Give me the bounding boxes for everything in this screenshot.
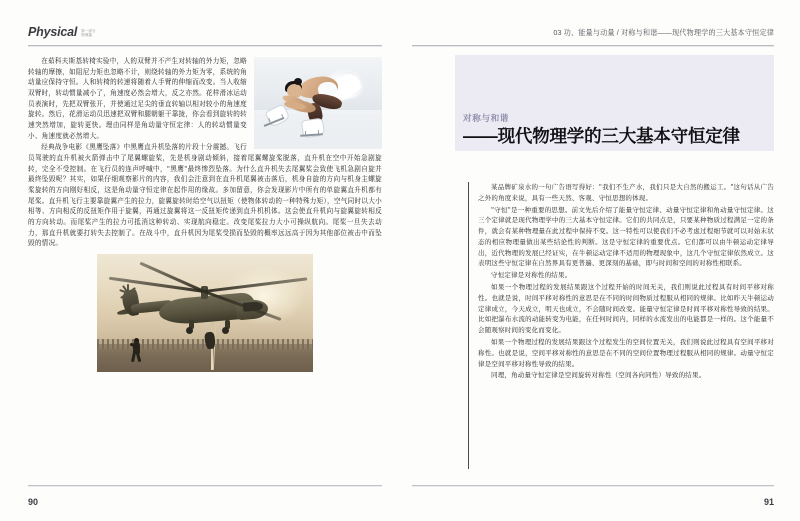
left-paragraph-2: 经典战争电影《黑鹰坠落》中黑鹰直升机坠落的片段十分震撼。飞行员驾驶的直升机被火箭弹击中了尾翼螺旋桨，先是机身剧动倾斜，接着尾翼螺旋桨脱落，直升机在空中开始急剧旋转，完全不受控制。在飞行员的连声呼喊中，"黑鹰"最终惨烈坠落。为什么直升机失去尾翼桨会致使飞机急剧自旋并最终坠毁呢？其实，如果仔细观察影片的内容，我们会注意到在直升机尾翼被击落后，机身自旋的方向与机身主螺旋桨旋转的方向刚好相反，这是角动量守恒定律在起作用的缘故。多加留意，你会发现影片中所有的单旋翼直升机都有尾桨。直升机飞行主要靠旋翼产生的拉力，旋翼旋转时给空气以扭矩（使物体转动的一种特殊力矩），空气同时以大小相等、方向相反的反扭矩作用于旋翼，再通过旋翼将这一反扭矩传递到直升机机体。这会使直升机向与旋翼旋转相反的方向转动。而尾桨产生的拉力可抵消这种转动、实现航向稳定。改变尾桨拉力大小可操纵航向。尾桨一旦失去动力，那直升机就要打转失去控制了。在战斗中，直升机因为尾桨受损而坠毁的概率远远高于因为其他部位被击中而坠毁的情况。 (28, 143, 382, 248)
right-paragraph-2: "守恒"是一种重要的思想。前文先后介绍了能量守恒定律、动量守恒定律和角动量守恒定律。这三个定律就是现代物理学中的三大基本守恒定律。它们的共同点是，只要某种物质过程满足一定的条件，就会有某种物理量在此过程中保持不变。这一特性可以使我们不必考虑过程细节就可以对始末状态的相应物理量做出某些结论性的判断。这是守恒定律的重要优点。它们都可以由牛顿运动定律导出，近代物理的发展已经证实，在牛顿运动定律不适用的物理现象中，这几个守恒定律依然成立。这表明这些守恒定律在自然界具有更普遍、更深刻的基础，即与时间和空间的对称性相联系。 (478, 205, 774, 268)
page-title: ——现代物理学的三大基本守恒定律 (463, 125, 740, 146)
rappelling-soldier (204, 332, 216, 350)
left-page-number: 90 (28, 497, 39, 507)
right-paragraph-1: 某品牌矿泉水的一句广告语写得好："我们不生产水，我们只是大自然的搬运工。"这句话从广告之外的角度来说，具有一些天然、客观、守恒思想的体现。 (478, 183, 774, 202)
section-title-block (455, 55, 774, 151)
ground-soldier (131, 338, 141, 362)
left-page-body (28, 56, 382, 475)
header-rule (412, 45, 774, 47)
right-running-head (400, 26, 800, 46)
brand-subtitle-line1: 第一部分 (81, 28, 96, 33)
chapter-breadcrumb: 03 功、能量与动量 / 对称与和谐——现代物理学的三大基本守恒定律 (553, 28, 774, 37)
brand-lockup (28, 26, 96, 39)
brand-subtitle-line2: 物理篇 (81, 33, 92, 38)
right-page (400, 0, 800, 521)
black-hawk-helicopter-photo (97, 254, 313, 372)
brand-subtitle (81, 29, 95, 39)
figure-skater-photo (254, 57, 382, 149)
brand-title: Physical (28, 25, 78, 39)
right-paragraph-5: 如果一个物理过程的发展结果跟这个过程发生的空间位置无关，我们则说此过程具有空间平移对称性。也就是说，空间平移对称性的意思是在不同的空间位置物理过程服从相同的规律。动量守恒定律是空间平移对称性导致的结果。 (478, 337, 774, 368)
desert-ground (97, 344, 313, 372)
right-page-body (468, 182, 774, 469)
right-paragraph-3: 守恒定律是对称性的结果。 (491, 271, 572, 280)
footer-rule (412, 485, 774, 487)
section-kicker: 对称与和谐 (463, 112, 509, 123)
skater-hair-bun (294, 78, 302, 85)
footer-rule (28, 485, 382, 487)
header-rule (28, 45, 382, 47)
right-paragraph-4: 如果一个物理过程的发展结果跟这个过程开始的时间无关，我们则说此过程具有时间平移对称性。也就是说，时间平移对称性的意思是在不同的时间物质过程服从相同的规律。比如昨天牛顿运动定律成立，今天成立，明天也成立，不会随时间改变。能量守恒定律是时间平移对称性导致的结果。比如把瀑布水流的动能转变为电能，在任何时间内，同样的水流发出的电能都是一样的。这个能量不会随观察时间的变化而变化。 (478, 283, 774, 335)
right-page-number: 91 (763, 497, 774, 507)
left-running-head (0, 26, 400, 46)
right-paragraph-6: 同理，角动量守恒定律是空间旋转对称性（空间各向同性）导致的结果。 (491, 371, 706, 380)
left-paragraph-1: 在茹科夫斯基转椅实验中，人的双臂并不产生对转轴的外力矩，忽略转轴的摩擦，如阻尼力矩也忽略不计，则绕转轴的外力矩为零，系统的角动量应保持守恒。人和转椅的转速将随着人手臂的伸缩而改变。当人收缩双臂时，转动惯量减小了，角速度必然会增大，反之亦然。花样滑冰运动员表演时，先把双臂张开，并使通过足尖的垂直转轴以相对较小的角速度旋转。然后，花滑运动员迅速把双臂和腿朝躯干靠拢，你会看到旋转的转速突然增加，旋转更快。理由同样是角动量守恒定律：人的转动惯量变小、角速度就必然增大。 (28, 57, 247, 140)
